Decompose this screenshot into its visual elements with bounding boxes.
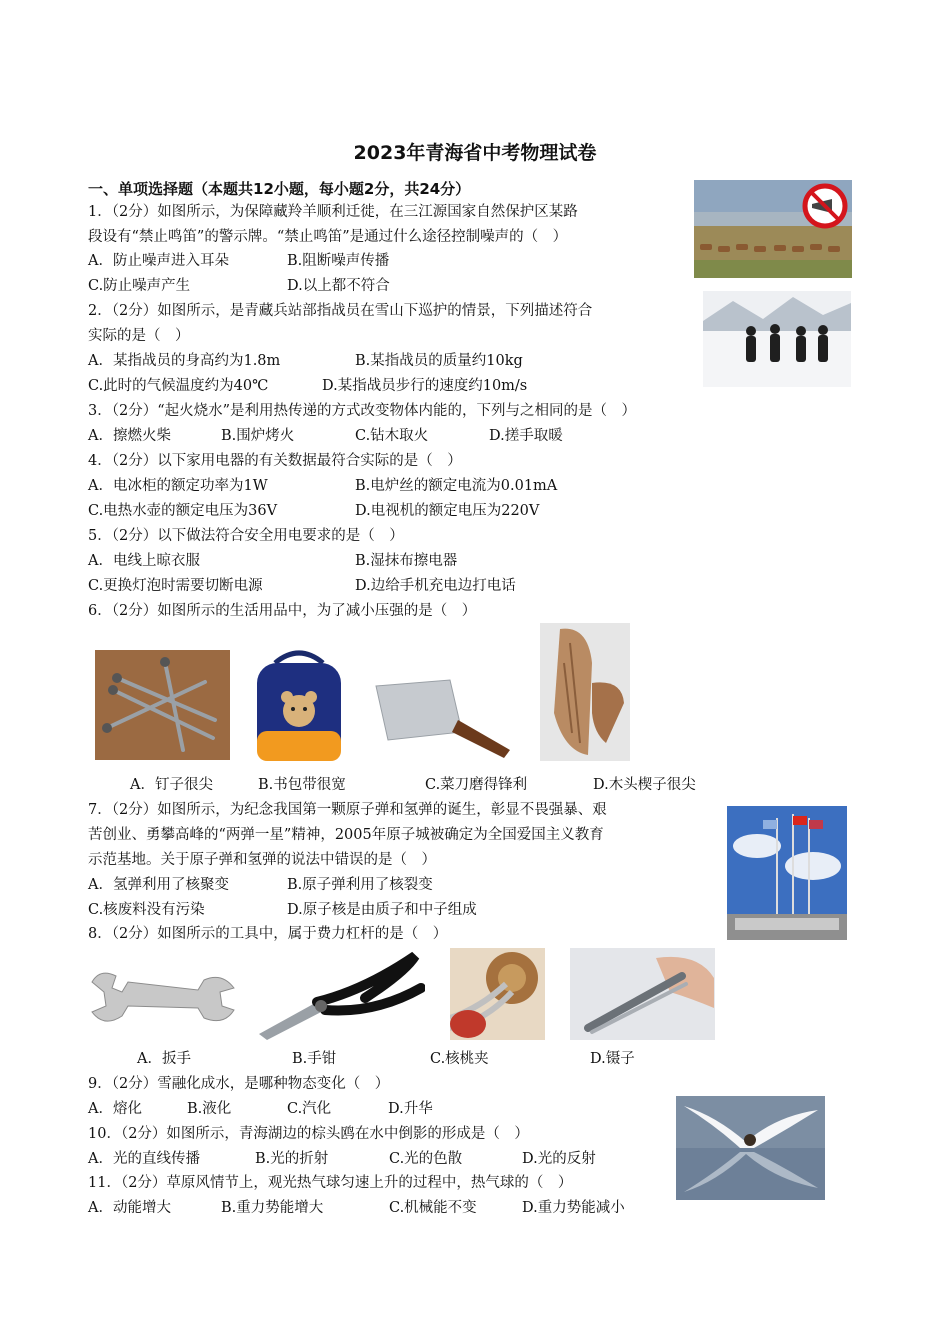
question-1-line-1: 1．（2分）如图所示，为保障藏羚羊顺利迁徙，在三江源国家自然保护区某路 (88, 204, 578, 220)
page-title: 2023年青海省中考物理试卷 (353, 142, 597, 164)
question-3-option-b: B.围炉烤火 (221, 428, 295, 444)
question-1-line-2: 段设有“禁止鸣笛”的警示牌。“禁止鸣笛”是通过什么途径控制噪声的（ ） (88, 229, 568, 245)
nutcracker-photo (450, 948, 545, 1040)
question-2-option-d: D.某指战员步行的速度约10m/s (322, 378, 528, 394)
question-10-option-a: A．光的直线传播 (88, 1151, 200, 1167)
question-6-option-b: B.书包带很宽 (258, 777, 346, 793)
question-6-option-a: A．钉子很尖 (130, 777, 213, 793)
question-3-line-1: 3．（2分）“起火烧水”是利用热传递的方式改变物体内能的，下列与之相同的是（ ） (88, 403, 637, 419)
section-heading: 一、单项选择题（本题共12小题，每小题2分，共24分） (88, 180, 471, 198)
question-1-option-b: B.阻断噪声传播 (287, 253, 390, 269)
question-9-option-a: A．熔化 (88, 1101, 142, 1117)
question-8-option-a: A．扳手 (137, 1051, 191, 1067)
question-4-option-c: C.电热水壶的额定电压为36V (88, 503, 278, 519)
question-7-option-d: D.原子核是由质子和中子组成 (287, 902, 477, 918)
question-11-option-b: B.重力势能增大 (221, 1200, 324, 1216)
question-7-line-2: 苦创业、勇攀高峰的“两弹一星”精神，2005年原子城被确定为全国爱国主义教育 (88, 827, 604, 843)
question-11-option-a: A．动能增大 (88, 1200, 171, 1216)
question-2-option-a: A．某指战员的身高约为1.8m (88, 353, 281, 369)
wrench-photo (88, 962, 238, 1034)
question-3-option-a: A．擦燃火柴 (88, 428, 171, 444)
gull-reflection-photo (676, 1096, 825, 1200)
question-7-option-b: B.原子弹利用了核裂变 (287, 877, 433, 893)
question-9-option-b: B.液化 (187, 1101, 232, 1117)
question-5-option-a: A．电线上晾衣服 (88, 553, 200, 569)
question-5-line-1: 5．（2分）以下做法符合安全用电要求的是（ ） (88, 528, 404, 544)
question-10-option-c: C.光的色散 (389, 1151, 463, 1167)
question-2-option-b: B.某指战员的质量约10kg (355, 353, 523, 369)
question-1-option-c: C.防止噪声产生 (88, 278, 191, 294)
question-7-option-a: A．氢弹利用了核聚变 (88, 877, 229, 893)
question-1-option-a: A．防止噪声进入耳朵 (88, 253, 229, 269)
question-8-option-d: D.镊子 (590, 1051, 635, 1067)
tweezers-photo (570, 948, 715, 1040)
antelope-no-horn-photo (694, 180, 852, 278)
question-9-option-c: C.汽化 (287, 1101, 332, 1117)
kitchen-knife-photo (370, 670, 515, 760)
question-4-line-1: 4．（2分）以下家用电器的有关数据最符合实际的是（ ） (88, 453, 462, 469)
question-2-line-1: 2．（2分）如图所示，是青藏兵站部指战员在雪山下巡护的情景，下列描述符合 (88, 303, 593, 319)
soldiers-snow-patrol-photo (703, 291, 851, 387)
question-5-option-c: C.更换灯泡时需要切断电源 (88, 578, 263, 594)
question-7-line-1: 7．（2分）如图所示，为纪念我国第一颗原子弹和氢弹的诞生，彰显不畏强暴、艰 (88, 802, 607, 818)
question-4-option-b: B.电炉丝的额定电流为0.01mA (355, 478, 558, 494)
wooden-wedge-photo (540, 623, 630, 761)
question-6-line-1: 6．（2分）如图所示的生活用品中，为了减小压强的是（ ） (88, 603, 477, 619)
question-10-option-b: B.光的折射 (255, 1151, 329, 1167)
question-11-line-1: 11．（2分）草原风情节上，观光热气球匀速上升的过程中，热气球的（ ） (88, 1175, 573, 1191)
pliers-photo (255, 950, 425, 1042)
question-10-option-d: D.光的反射 (522, 1151, 596, 1167)
question-5-option-d: D.边给手机充电边打电话 (355, 578, 516, 594)
question-5-option-b: B.湿抹布擦电器 (355, 553, 458, 569)
question-11-option-c: C.机械能不变 (389, 1200, 477, 1216)
atomic-city-monument-photo (727, 806, 847, 940)
question-7-option-c: C.核废料没有污染 (88, 902, 205, 918)
question-11-option-d: D.重力势能减小 (522, 1200, 625, 1216)
question-7-line-3: 示范基地。关于原子弹和氢弹的说法中错误的是（ ） (88, 852, 436, 868)
question-8-line-1: 8．（2分）如图所示的工具中，属于费力杠杆的是（ ） (88, 926, 448, 942)
question-9-option-d: D.升华 (388, 1101, 433, 1117)
question-8-option-c: C.核桃夹 (430, 1051, 489, 1067)
question-3-option-d: D.搓手取暖 (489, 428, 563, 444)
question-10-line-1: 10．（2分）如图所示，青海湖边的棕头鸥在水中倒影的形成是（ ） (88, 1126, 529, 1142)
question-2-option-c: C.此时的气候温度约为40℃ (88, 378, 269, 394)
nails-photo (95, 650, 230, 760)
school-backpack-photo (245, 645, 353, 763)
question-6-option-c: C.菜刀磨得锋利 (425, 777, 528, 793)
question-6-option-d: D.木头楔子很尖 (593, 777, 696, 793)
question-2-line-2: 实际的是（ ） (88, 328, 190, 344)
question-8-option-b: B.手钳 (292, 1051, 337, 1067)
question-4-option-d: D.电视机的额定电压为220V (355, 503, 540, 519)
question-3-option-c: C.钻木取火 (355, 428, 429, 444)
question-9-line-1: 9．（2分）雪融化成水，是哪种物态变化（ ） (88, 1076, 390, 1092)
question-4-option-a: A．电冰柜的额定功率为1W (88, 478, 268, 494)
question-1-option-d: D.以上都不符合 (287, 278, 390, 294)
